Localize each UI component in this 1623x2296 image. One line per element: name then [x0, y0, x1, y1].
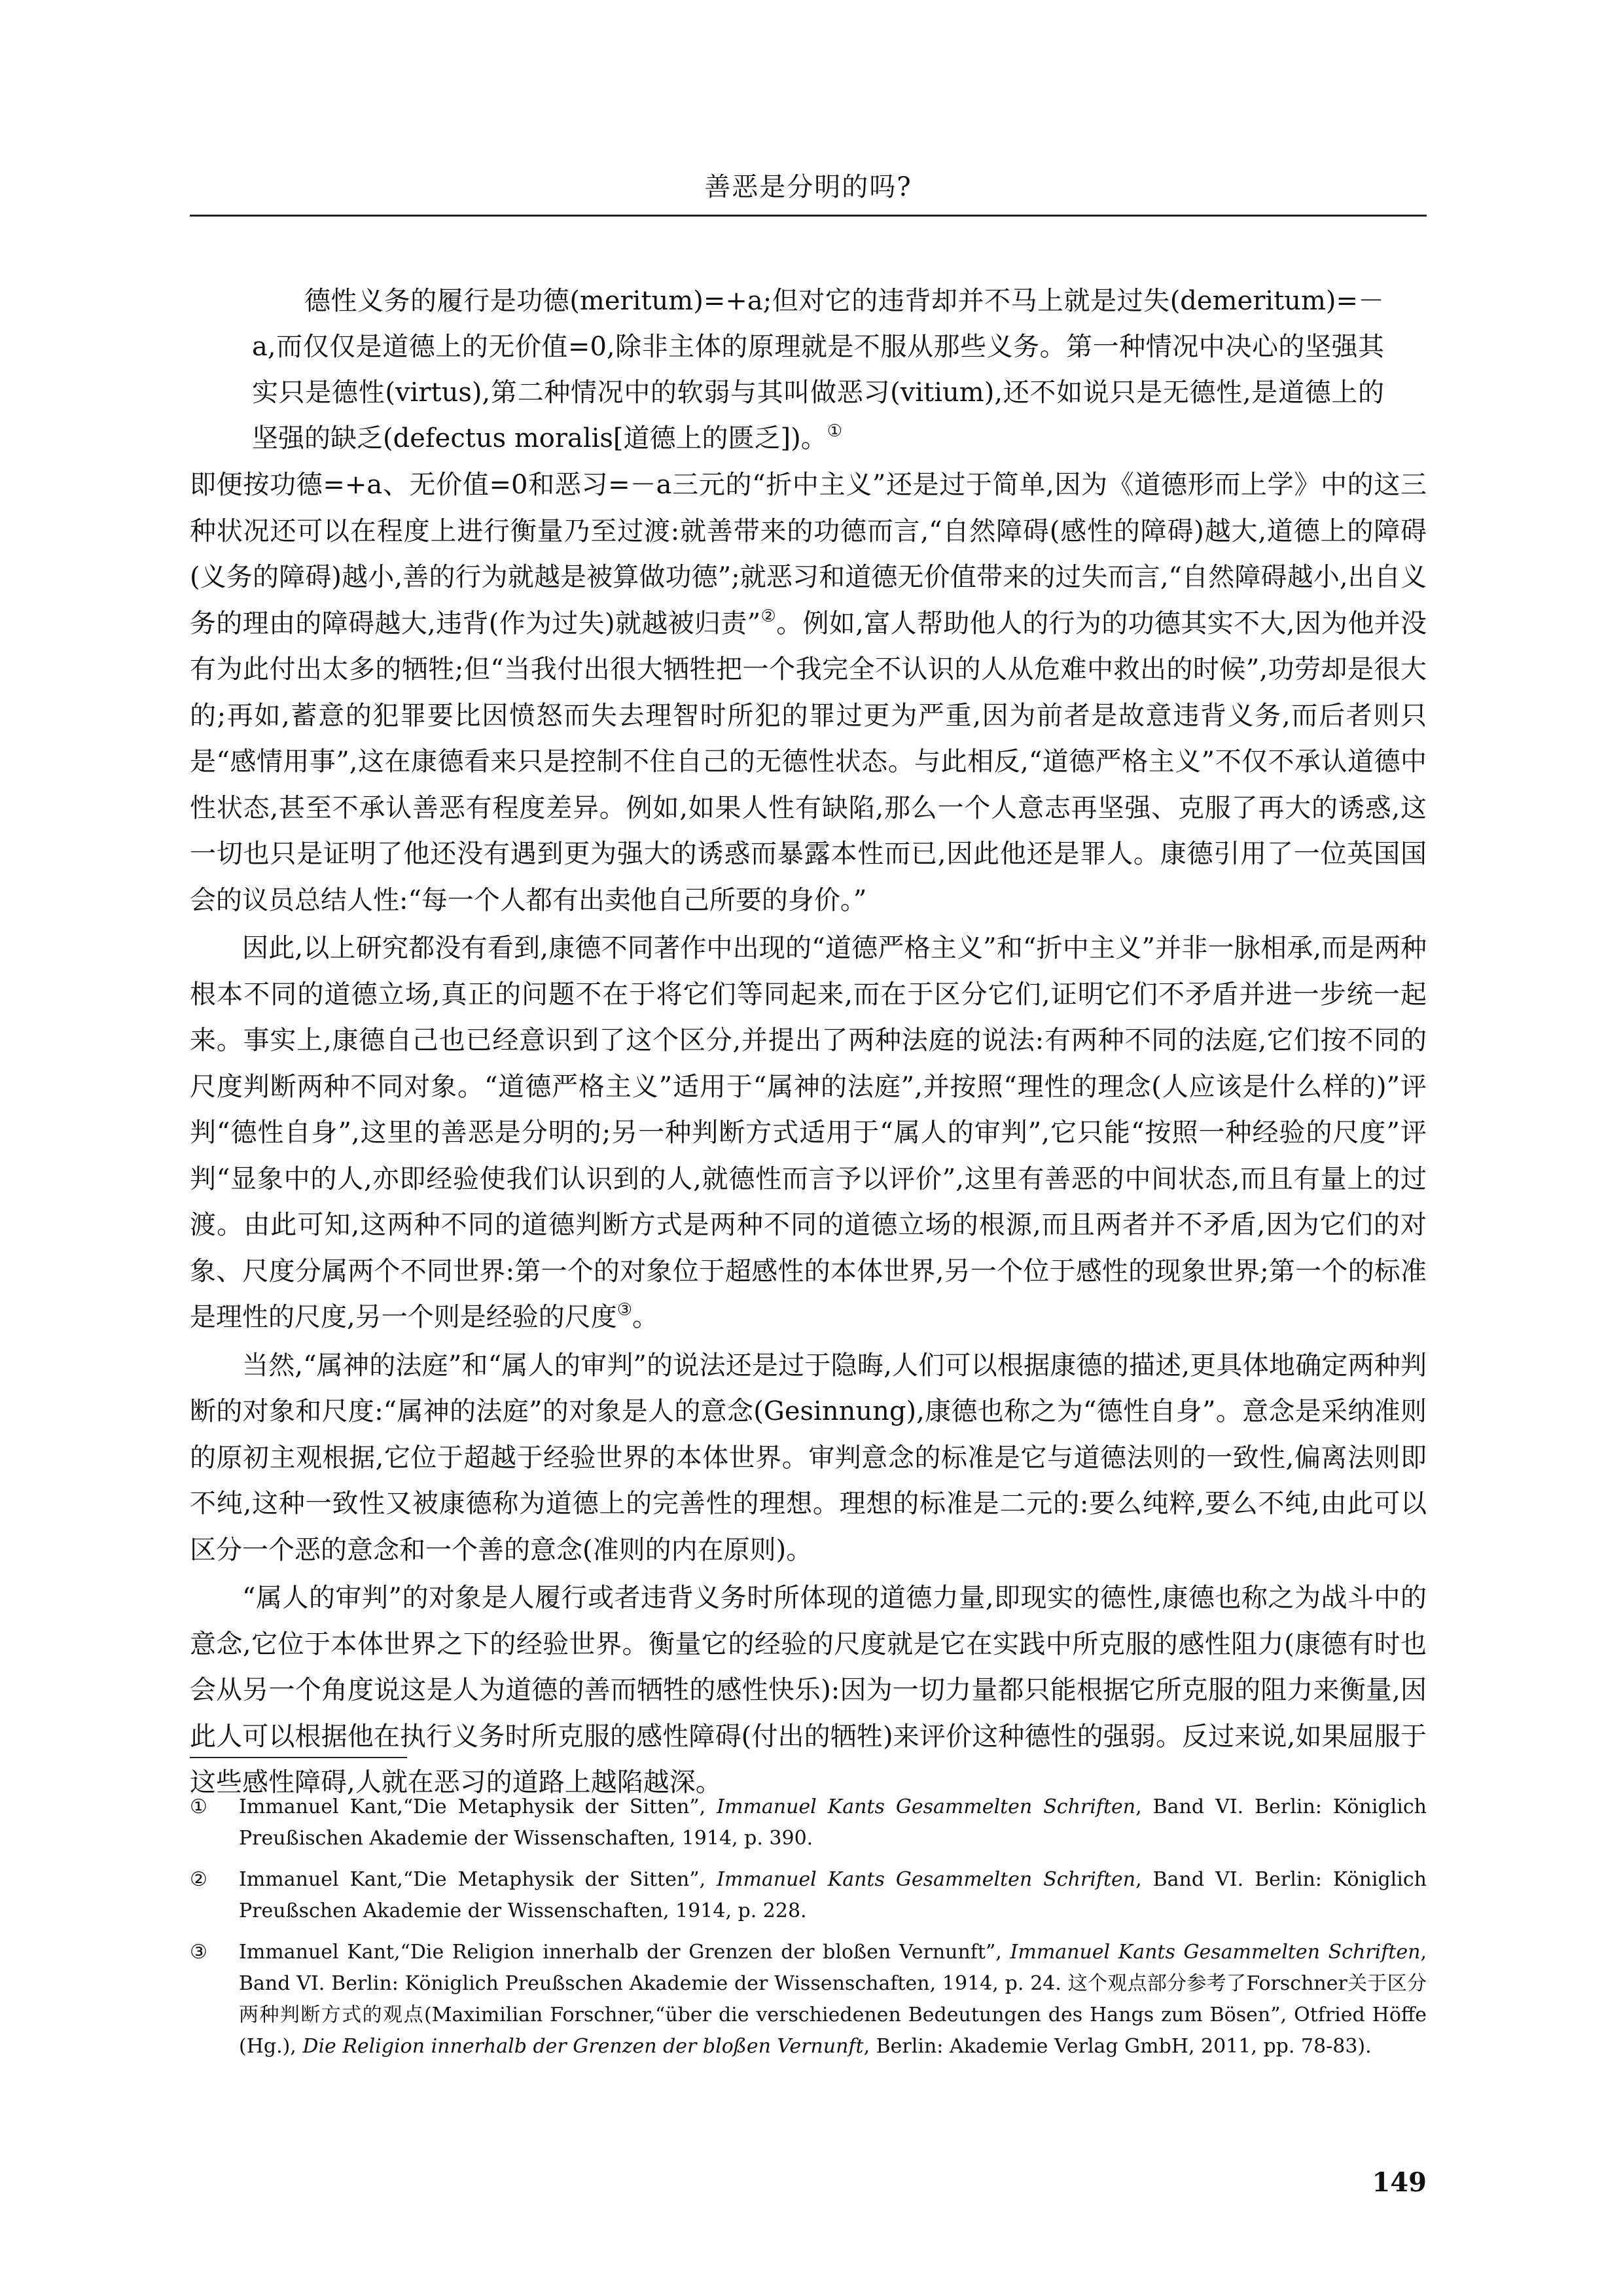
paragraph-1 [190, 462, 1427, 923]
footnote-mark: ② [190, 1868, 207, 1891]
paragraph-text: 。 [632, 1302, 659, 1332]
footnote-text: Immanuel Kant,“Die Religion innerhalb der Grenzen der bloßen Vernunft”, [239, 1941, 1010, 1964]
footnote-3 [190, 1937, 1427, 2062]
footnote-book-title: Immanuel Kants Gesammelten Schriften [717, 1868, 1136, 1891]
running-head: 善恶是分明的吗? [704, 172, 912, 202]
footnote-book-title: Immanuel Kants Gesammelten Schriften [717, 1795, 1136, 1818]
paragraph-text: 因此,以上研究都没有看到,康德不同著作中出现的“道德严格主义”和“折中主义”并非一脉相承,而是两种根本不同的道德立场,真正的问题不在于将它们等同起来,而在于区分它们,证明它们不矛盾并进一步统一起来。事实上,康德自己也已经意识到了这个区分,并提出了两种法庭的说法:有两种不同的法庭,它们按不同的尺度判断两种不同对象。“道德严格主义”适用于“属神的法庭”,并按照“理性的理念(人应该是什么样的)”评判“德性自身”,这里的善恶是分明的;另一种判断方式适用于“属人的审判”,它只能“按照一种经验的尺度”评判“显象中的人,亦即经验使我们认识到的人,就德性而言予以评价”,这里有善恶的中间状态,而且有量上的过渡。由此可知,这两种不同的道德判断方式是两种不同的道德立场的根源,而且两者并不矛盾,因为它们的对象、尺度分属两个不同世界:第一个的对象位于超感性的本体世界,另一个位于感性的现象世界;第一个的标准是理性的尺度,另一个则是经验的尺度 [190, 933, 1427, 1332]
footnote-ref-1[interactable]: ① [827, 421, 843, 441]
footnote-ref-3[interactable]: ③ [616, 1300, 633, 1320]
paragraph-text: 。例如,富人帮助他人的行为的功德其实不大,因为他并没有为此付出太多的牺牲;但“当我付出很大牺牲把一个我完全不认识的人从危难中救出的时候”,功劳却是很大的;再如,蓄意的犯罪要比因愤怒而失去理智时所犯的罪过更为严重,因为前者是故意违背义务,而后者则只是“感情用事”,这在康德看来只是控制不住自己的无德性状态。与此相反,“道德严格主义”不仅不承认道德中性状态,甚至不承认善恶有程度差异。例如,如果人性有缺陷,那么一个人意志再坚强、克服了再大的诱惑,这一切也只是证明了他还没有遇到更为强大的诱惑而暴露本性而已,因此他还是罪人。康德引用了一位英国国会的议员总结人性:“每一个人都有出卖他自己所要的身价。” [190, 608, 1427, 915]
footnote-text: , Berlin: Akademie Verlag GmbH, 2011, pp. 78-83). [863, 2035, 1372, 2058]
footnote-text: , Band VI. Berlin: Königlich Preußschen Akademie der Wissenschaften, 1914, p. 228. [239, 1868, 1427, 1922]
footnote-mark: ① [190, 1795, 207, 1818]
paragraph-4 [190, 1575, 1427, 1806]
footnote-text: Immanuel Kant,“Die Metaphysik der Sitten”, [239, 1868, 717, 1891]
footnote-book-title: Die Religion innerhalb der Grenzen der bloßen Vernunft [302, 2035, 864, 2058]
paragraph-text: 当然,“属神的法庭”和“属人的审判”的说法还是过于隐晦,人们可以根据康德的描述,更具体地确定两种判断的对象和尺度:“属神的法庭”的对象是人的意念(Gesinnung),康德也称之为“德性自身”。意念是采纳准则的原初主观根据,它位于超越于经验世界的本体世界。审判意念的标准是它与道德法则的一致性,偏离法则即不纯,这种一致性又被康德称为道德上的完善性的理想。理想的标准是二元的:要么纯粹,要么不纯,由此可以区分一个恶的意念和一个善的意念(准则的内在原则)。 [190, 1350, 1427, 1565]
block-quote [252, 278, 1384, 461]
footnote-mark: ③ [190, 1941, 207, 1964]
footnote-text: Immanuel Kant,“Die Metaphysik der Sitten”, [239, 1795, 717, 1818]
page-number: 149 [1372, 2167, 1427, 2198]
header-rule [190, 215, 1427, 217]
footnote-text: , Band VI. Berlin: Königlich Preußischen Akademie der Wissenschaften, 1914, p. 390. [239, 1795, 1427, 1850]
footnote-book-title: Immanuel Kants Gesammelten Schriften [1010, 1941, 1421, 1964]
footnote-1 [190, 1792, 1427, 1854]
body-text [190, 462, 1427, 1808]
paragraph-2 [190, 925, 1427, 1341]
footnote-2 [190, 1864, 1427, 1927]
footnote-text: , Band VI. Berlin: Königlich Preußschen Akademie der Wissenschaften, 1914, p. 24. 这个观点部分参考了Forschner关于区分两种判断方式的观点(Maximilian Forschner,“über die verschiedenen Bedeutungen des Hangs zum Bösen”, Otfried Höffe (Hg.), [239, 1941, 1427, 2058]
paragraph-text: 即便按功德=+a、无价值=0和恶习=－a三元的“折中主义”还是过于简单,因为《道德形而上学》中的这三种状况还可以在程度上进行衡量乃至过渡:就善带来的功德而言,“自然障碍(感性的障碍)越大,道德上的障碍(义务的障碍)越小,善的行为就越是被算做功德”;就恶习和道德无价值带来的过失而言,“自然障碍越小,出自义务的理由的障碍越大,违背(作为过失)就越被归责” [190, 470, 1427, 639]
footnote-rule [190, 1757, 407, 1758]
paragraph-3 [190, 1343, 1427, 1574]
footnote-ref-2[interactable]: ② [760, 606, 777, 626]
paragraph-text: “属人的审判”的对象是人履行或者违背义务时所体现的道德力量,即现实的德性,康德也称之为战斗中的意念,它位于本体世界之下的经验世界。衡量它的经验的尺度就是它在实践中所克服的感性阻力(康德有时也会从另一个角度说这是人为道德的善而牺牲的感性快乐):因为一切力量都只能根据它所克服的阻力来衡量,因此人可以根据他在执行义务时所克服的感性障碍(付出的牺牲)来评价这种德性的强弱。反过来说,如果屈服于这些感性障碍,人就在恶习的道路上越陷越深。 [190, 1583, 1427, 1797]
footnotes [190, 1792, 1427, 2072]
block-quote-text: 德性义务的履行是功德(meritum)=+a;但对它的违背却并不马上就是过失(demeritum)=－a,而仅仅是道德上的无价值=0,除非主体的原理就是不服从那些义务。第一种情况中决心的坚强其实只是德性(virtus),第二种情况中的软弱与其叫做恶习(vitium),还不如说只是无德性,是道德上的坚强的缺乏(defectus moralis[道德上的匮乏])。 [252, 286, 1384, 453]
